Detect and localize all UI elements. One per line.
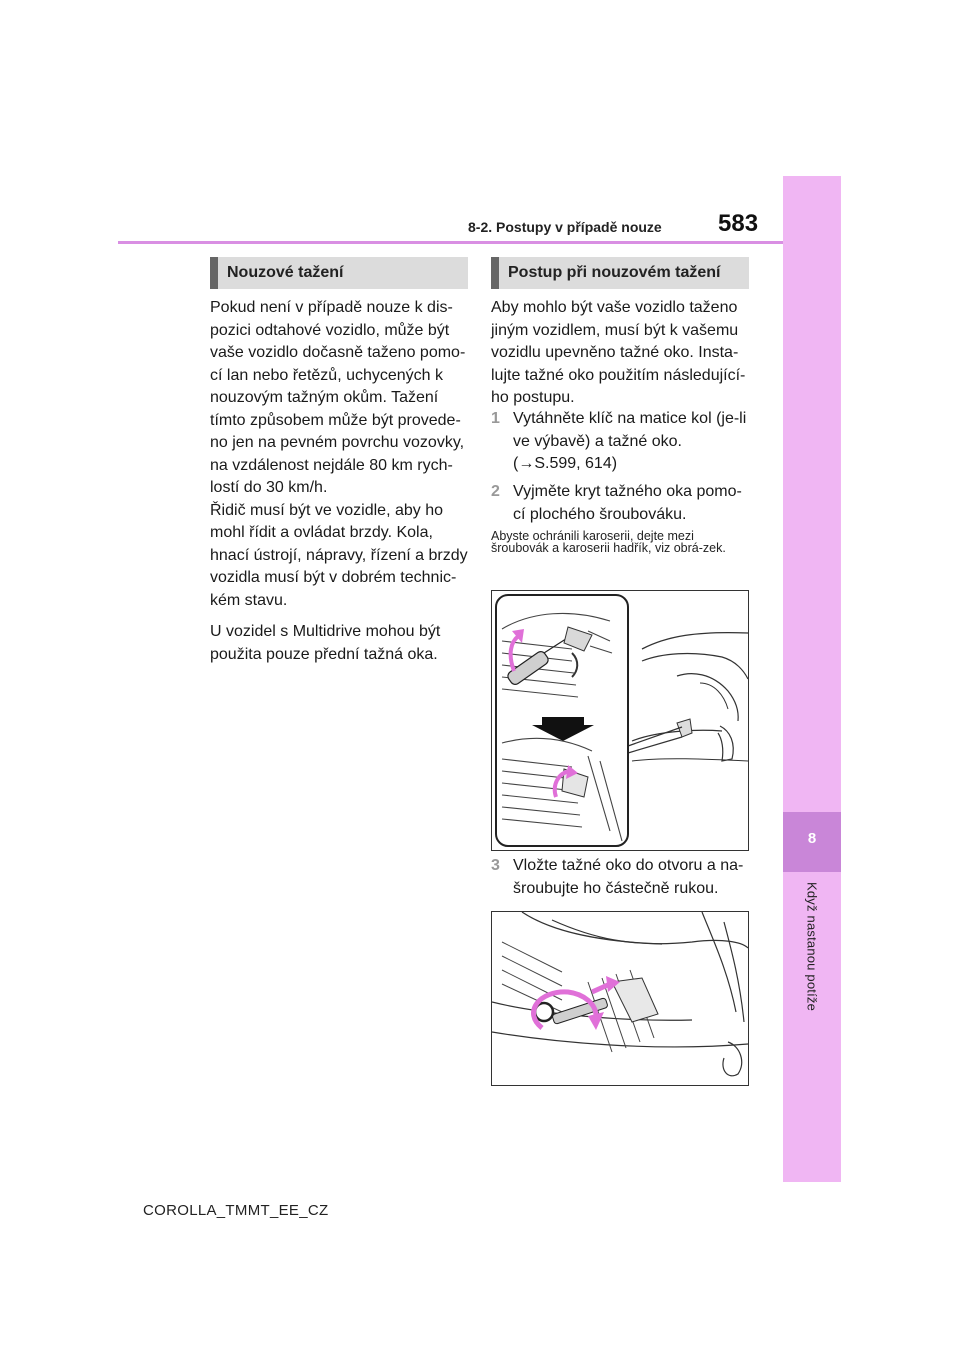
paragraph-driver-requirements: Řidič musí být ve vozidle, aby ho mohl řídit a ovládat brzdy. Kola, hnací ústrojí, nápravy, řízení a brzdy vozidla musí být v dobrém technic-kém stavu. — [210, 501, 468, 609]
protection-note: Abyste ochránili karoserii, dejte mezi šroubovák a karoserii hadřík, viz obrá-zek. — [491, 529, 726, 555]
heading-towing-procedure: Postup při nouzovém tažení — [491, 257, 749, 289]
chapter-title-vertical — [770, 882, 854, 1052]
footer-doc-code: COROLLA_TMMT_EE_CZ — [143, 1202, 329, 1219]
figure-install-towing-eye — [491, 911, 749, 1086]
step-1 — [491, 408, 753, 476]
illustration-cover-removal — [492, 591, 748, 850]
section-title: 8-2. Postupy v případě nouze — [468, 219, 662, 235]
figure-remove-cover — [491, 590, 749, 851]
heading-emergency-towing: Nouzové tažení — [210, 257, 468, 289]
paragraph-towing-conditions: Pokud není v případě nouze k dis-pozici odtahové vozidlo, může být vaše vozidlo dočasně taženo pomo-cí lan nebo řetězů, uchycených k nouzovým tažným okům. Tažení tímto způsobem může být provede-no jen na pevném povrchu vozovky, na vzdálenost nejdále 80 km rych-lostí do 30 km/h. — [210, 299, 466, 496]
paragraph-multidrive: U vozidel s Multidrive mohou být použita pouze přední tažná oka. — [210, 623, 441, 663]
step-number: 3 — [491, 857, 500, 874]
procedure-intro: Aby mohlo být vaše vozidlo taženo jiným vozidlem, musí být k vašemu vozidlu upevněno tažné oko. Insta-lujte tažné oko použitím následující-ho postupu. — [491, 299, 746, 406]
step-text: Vytáhněte klíč na matice kol (je-li ve výbavě) a tažné oko. (→S.599, 614) — [513, 410, 747, 472]
step-text: Vyjměte kryt tažného oka pomo-cí plochého šroubováku. — [513, 483, 742, 523]
page-number: 583 — [718, 210, 759, 237]
step-2 — [491, 481, 753, 526]
illustration-towing-eye-install — [492, 912, 748, 1085]
left-body-text — [210, 297, 470, 675]
step-number: 2 — [491, 483, 500, 500]
step-3 — [491, 855, 753, 900]
header-rule — [118, 241, 783, 244]
step-number: 1 — [491, 410, 500, 427]
chapter-title-text: Když nastanou potíže — [804, 882, 820, 1012]
step-text: Vložte tažné oko do otvoru a na-šroubujte ho částečně rukou. — [513, 857, 744, 897]
chapter-number: 8 — [807, 830, 817, 847]
